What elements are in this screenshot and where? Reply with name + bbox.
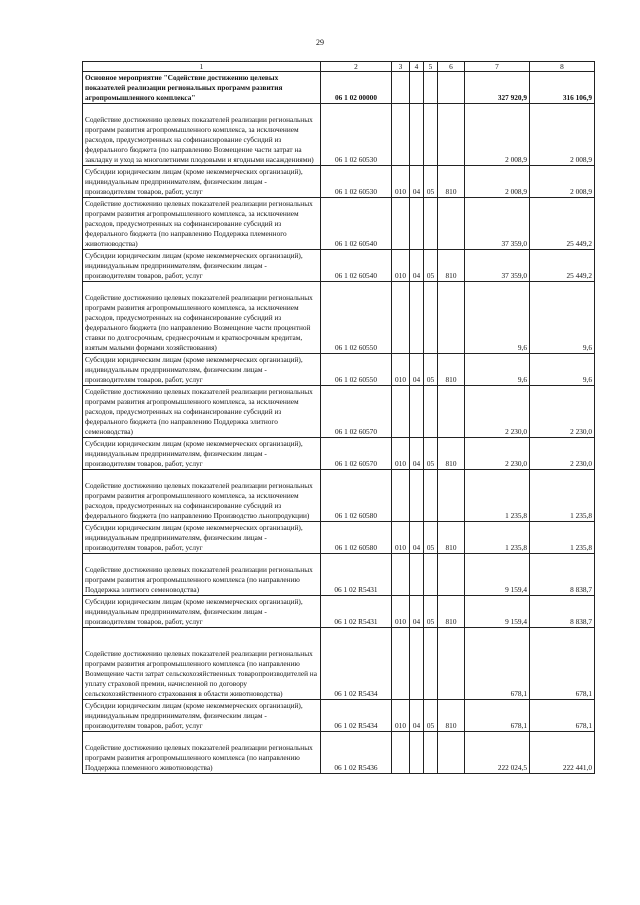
subsection-code-cell [424, 732, 438, 774]
expense-type-cell: 810 [438, 166, 465, 198]
row-name-cell: Содействие достижению целевых показателей реализации региональных программ развития агропромышленного комплекса, за исключением расходов, предусмотренных на софинансирование субсидий из федерального бюджета (по направлению Производство льнопродукции) [83, 470, 321, 522]
subsection-code-cell: 05 [424, 700, 438, 732]
target-code-cell: 06 1 02 R5431 [321, 554, 392, 596]
expense-type-cell: 810 [438, 354, 465, 386]
table-row [83, 554, 595, 596]
row-name-cell: Субсидии юридическим лицам (кроме некоммерческих организаций), индивидуальным предпринимателям, физическим лицам - производителям товаров, работ, услуг [83, 438, 321, 470]
row-name-cell: Субсидии юридическим лицам (кроме некоммерческих организаций), индивидуальным предпринимателям, физическим лицам - производителям товаров, работ, услуг [83, 522, 321, 554]
amount-year1-cell: 37 359,0 [465, 250, 530, 282]
target-code-cell: 06 1 02 60580 [321, 470, 392, 522]
section-code-cell [410, 732, 424, 774]
amount-year2-cell: 678,1 [530, 628, 595, 700]
column-header: 8 [530, 62, 595, 72]
section-code-cell: 04 [410, 250, 424, 282]
column-header: 3 [392, 62, 410, 72]
expense-type-cell [438, 282, 465, 354]
table-row [83, 700, 595, 732]
expense-type-cell: 810 [438, 596, 465, 628]
row-name-cell: Субсидии юридическим лицам (кроме некоммерческих организаций), индивидуальным предпринимателям, физическим лицам - производителям товаров, работ, услуг [83, 700, 321, 732]
subsection-code-cell: 05 [424, 596, 438, 628]
table-row [83, 104, 595, 166]
section-code-cell [410, 72, 424, 104]
ministry-code-cell: 010 [392, 522, 410, 554]
ministry-code-cell [392, 628, 410, 700]
expense-type-cell [438, 554, 465, 596]
table-row [83, 386, 595, 438]
amount-year2-cell: 9,6 [530, 282, 595, 354]
table-row [83, 198, 595, 250]
expense-type-cell: 810 [438, 522, 465, 554]
amount-year2-cell: 9,6 [530, 354, 595, 386]
row-name-cell: Субсидии юридическим лицам (кроме некоммерческих организаций), индивидуальным предпринимателям, физическим лицам - производителям товаров, работ, услуг [83, 596, 321, 628]
ministry-code-cell [392, 104, 410, 166]
amount-year2-cell: 316 106,9 [530, 72, 595, 104]
section-code-cell [410, 386, 424, 438]
amount-year2-cell: 2 008,9 [530, 104, 595, 166]
ministry-code-cell: 010 [392, 250, 410, 282]
amount-year2-cell: 2 008,9 [530, 166, 595, 198]
expense-type-cell: 810 [438, 700, 465, 732]
amount-year1-cell: 1 235,8 [465, 522, 530, 554]
column-number-row [83, 62, 595, 72]
expense-type-cell [438, 628, 465, 700]
subsection-code-cell [424, 554, 438, 596]
section-code-cell: 04 [410, 166, 424, 198]
amount-year1-cell: 37 359,0 [465, 198, 530, 250]
amount-year1-cell: 2 230,0 [465, 386, 530, 438]
target-code-cell: 06 1 02 R5434 [321, 628, 392, 700]
target-code-cell: 06 1 02 60530 [321, 166, 392, 198]
amount-year1-cell: 678,1 [465, 700, 530, 732]
row-name-cell: Содействие достижению целевых показателей реализации региональных программ развития агропромышленного комплекса (по направлению Поддержка элитного семеноводства) [83, 554, 321, 596]
section-code-cell: 04 [410, 354, 424, 386]
ministry-code-cell [392, 554, 410, 596]
amount-year1-cell: 2 008,9 [465, 104, 530, 166]
ministry-code-cell [392, 470, 410, 522]
ministry-code-cell: 010 [392, 596, 410, 628]
expense-type-cell: 810 [438, 438, 465, 470]
table-row [83, 522, 595, 554]
row-name-cell: Содействие достижению целевых показателей реализации региональных программ развития агропромышленного комплекса, за исключением расходов, предусмотренных на софинансирование субсидий из федерального бюджета (по направлению Возмещение части процентной ставки по долгосрочным, среднесрочным и краткосрочным кредитам, взятым малыми формами хозяйствования) [83, 282, 321, 354]
ministry-code-cell: 010 [392, 700, 410, 732]
target-code-cell: 06 1 02 R5431 [321, 596, 392, 628]
target-code-cell: 06 1 02 R5434 [321, 700, 392, 732]
ministry-code-cell: 010 [392, 354, 410, 386]
expense-type-cell [438, 732, 465, 774]
table-row [83, 250, 595, 282]
table-row [83, 354, 595, 386]
amount-year2-cell: 2 230,0 [530, 438, 595, 470]
row-name-cell: Содействие достижению целевых показателей реализации региональных программ развития агропромышленного комплекса, за исключением расходов, предусмотренных на софинансирование субсидий из федерального бюджета (по направлению Поддержка элитного семеноводства) [83, 386, 321, 438]
subsection-code-cell [424, 198, 438, 250]
amount-year2-cell: 25 449,2 [530, 198, 595, 250]
amount-year1-cell: 9 159,4 [465, 554, 530, 596]
amount-year1-cell: 1 235,8 [465, 470, 530, 522]
table-row [83, 596, 595, 628]
amount-year2-cell: 8 838,7 [530, 596, 595, 628]
table-row [83, 470, 595, 522]
subsection-code-cell: 05 [424, 250, 438, 282]
section-code-cell: 04 [410, 522, 424, 554]
amount-year1-cell: 9 159,4 [465, 596, 530, 628]
section-code-cell [410, 470, 424, 522]
section-code-cell [410, 198, 424, 250]
amount-year2-cell: 1 235,8 [530, 522, 595, 554]
target-code-cell: 06 1 02 R5436 [321, 732, 392, 774]
target-code-cell: 06 1 02 60570 [321, 438, 392, 470]
row-name-cell: Содействие достижению целевых показателей реализации региональных программ развития агропромышленного комплекса (по направлению Возмещение части затрат сельскохозяйственных товаропроизводителей на уплату страховой премии, начисленной по договору сельскохозяйственного страхования в области животноводства) [83, 628, 321, 700]
ministry-code-cell [392, 732, 410, 774]
amount-year1-cell: 9,6 [465, 282, 530, 354]
target-code-cell: 06 1 02 60530 [321, 104, 392, 166]
amount-year1-cell: 9,6 [465, 354, 530, 386]
amount-year1-cell: 327 920,9 [465, 72, 530, 104]
amount-year2-cell: 1 235,8 [530, 470, 595, 522]
amount-year1-cell: 2 230,0 [465, 438, 530, 470]
row-name-cell: Основное мероприятие "Содействие достижению целевых показателей реализации региональных программ развития агропромышленного комплекса" [83, 72, 321, 104]
column-header: 4 [410, 62, 424, 72]
row-name-cell: Субсидии юридическим лицам (кроме некоммерческих организаций), индивидуальным предпринимателям, физическим лицам - производителям товаров, работ, услуг [83, 354, 321, 386]
expense-type-cell [438, 72, 465, 104]
amount-year2-cell: 678,1 [530, 700, 595, 732]
table-row-main-event [83, 72, 595, 104]
section-code-cell [410, 282, 424, 354]
table-row [83, 282, 595, 354]
amount-year1-cell: 222 024,5 [465, 732, 530, 774]
amount-year2-cell: 8 838,7 [530, 554, 595, 596]
subsection-code-cell [424, 72, 438, 104]
amount-year2-cell: 222 441,0 [530, 732, 595, 774]
row-name-cell: Субсидии юридическим лицам (кроме некоммерческих организаций), индивидуальным предпринимателям, физическим лицам - производителям товаров, работ, услуг [83, 166, 321, 198]
target-code-cell: 06 1 02 60570 [321, 386, 392, 438]
row-name-cell: Содействие достижению целевых показателей реализации региональных программ развития агропромышленного комплекса, за исключением расходов, предусмотренных на софинансирование субсидий из федерального бюджета (по направлению Поддержка племенного животноводства) [83, 198, 321, 250]
column-header: 1 [83, 62, 321, 72]
target-code-cell: 06 1 02 60580 [321, 522, 392, 554]
page-number: 29 [316, 38, 324, 47]
column-header: 5 [424, 62, 438, 72]
subsection-code-cell [424, 628, 438, 700]
amount-year2-cell: 2 230,0 [530, 386, 595, 438]
target-code-cell: 06 1 02 00000 [321, 72, 392, 104]
ministry-code-cell [392, 72, 410, 104]
subsection-code-cell [424, 470, 438, 522]
subsection-code-cell: 05 [424, 522, 438, 554]
amount-year2-cell: 25 449,2 [530, 250, 595, 282]
column-header: 7 [465, 62, 530, 72]
subsection-code-cell [424, 104, 438, 166]
section-code-cell: 04 [410, 700, 424, 732]
target-code-cell: 06 1 02 60550 [321, 282, 392, 354]
section-code-cell [410, 554, 424, 596]
ministry-code-cell [392, 198, 410, 250]
expense-type-cell: 810 [438, 250, 465, 282]
table-row [83, 732, 595, 774]
expense-type-cell [438, 470, 465, 522]
expense-type-cell [438, 198, 465, 250]
target-code-cell: 06 1 02 60540 [321, 198, 392, 250]
expense-type-cell [438, 386, 465, 438]
ministry-code-cell: 010 [392, 166, 410, 198]
column-header: 6 [438, 62, 465, 72]
budget-table [82, 61, 595, 774]
target-code-cell: 06 1 02 60550 [321, 354, 392, 386]
column-header: 2 [321, 62, 392, 72]
row-name-cell: Содействие достижению целевых показателей реализации региональных программ развития агропромышленного комплекса, за исключением расходов, предусмотренных на софинансирование субсидий из федерального бюджета (по направлению Возмещение части затрат на закладку и уход за многолетними плодовыми и ягодными насаждениями) [83, 104, 321, 166]
subsection-code-cell: 05 [424, 438, 438, 470]
ministry-code-cell: 010 [392, 438, 410, 470]
expense-type-cell [438, 104, 465, 166]
target-code-cell: 06 1 02 60540 [321, 250, 392, 282]
row-name-cell: Содействие достижению целевых показателей реализации региональных программ развития агропромышленного комплекса (по направлению Поддержка племенного животноводства) [83, 732, 321, 774]
section-code-cell: 04 [410, 596, 424, 628]
subsection-code-cell [424, 282, 438, 354]
ministry-code-cell [392, 386, 410, 438]
subsection-code-cell: 05 [424, 354, 438, 386]
table-row [83, 628, 595, 700]
section-code-cell: 04 [410, 438, 424, 470]
row-name-cell: Субсидии юридическим лицам (кроме некоммерческих организаций), индивидуальным предпринимателям, физическим лицам - производителям товаров, работ, услуг [83, 250, 321, 282]
amount-year1-cell: 678,1 [465, 628, 530, 700]
amount-year1-cell: 2 008,9 [465, 166, 530, 198]
section-code-cell [410, 104, 424, 166]
section-code-cell [410, 628, 424, 700]
ministry-code-cell [392, 282, 410, 354]
subsection-code-cell: 05 [424, 166, 438, 198]
table-row [83, 166, 595, 198]
subsection-code-cell [424, 386, 438, 438]
table-row [83, 438, 595, 470]
